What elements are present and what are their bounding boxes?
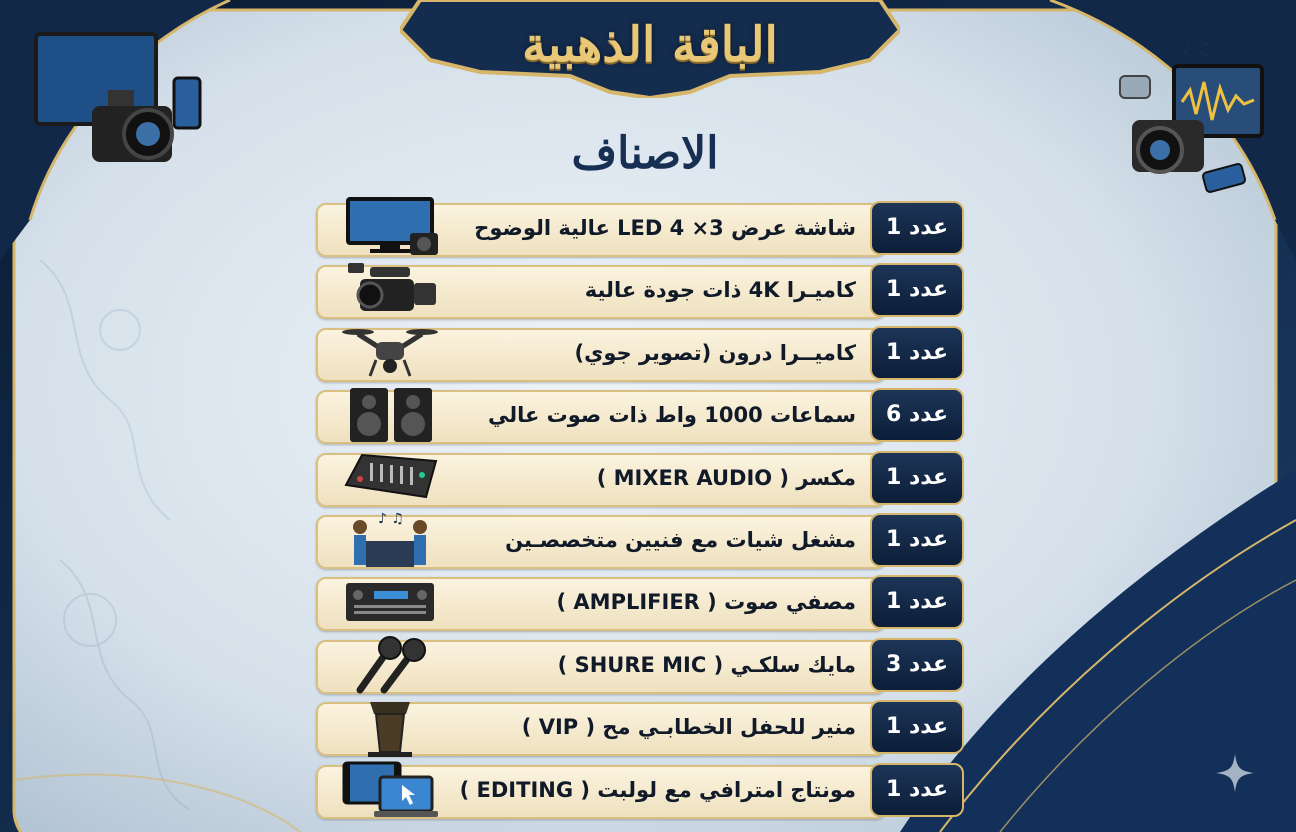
item-count-badge: عدد 6	[870, 388, 964, 442]
dj-icon	[340, 507, 440, 571]
list-item	[316, 510, 964, 567]
amplifier-icon	[340, 569, 440, 633]
microphone-icon	[340, 632, 440, 696]
item-count-badge: عدد 1	[870, 700, 964, 754]
item-count-badge: عدد 3	[870, 638, 964, 692]
item-label: كاميــرا درون (تصوير جوي)	[574, 340, 856, 365]
tv-camera-icon	[340, 195, 440, 259]
list-item	[316, 575, 964, 629]
list-item	[316, 451, 964, 505]
items-list	[316, 201, 964, 825]
item-label: سماعات 1000 واط ذات صوت عالي	[487, 403, 856, 428]
drone-icon	[340, 320, 440, 384]
list-item	[316, 638, 964, 692]
item-label: مايك سلكـي ( SHURE MIC )	[557, 652, 856, 677]
editing-laptop-icon	[340, 757, 440, 821]
page-title: الباقة الذهبية	[522, 17, 778, 73]
item-label: شاشة عرض 3× 4 LED عالية الوضوح	[474, 216, 856, 240]
mixer-icon	[340, 445, 440, 509]
section-heading: الاصناف	[571, 128, 719, 179]
list-item	[316, 763, 964, 817]
svg-text:♪ ♫: ♪ ♫	[378, 510, 404, 527]
item-count-badge: عدد 1	[870, 513, 964, 567]
media-devices-icon	[28, 30, 218, 170]
item-label: مكسر ( MIXER AUDIO )	[596, 465, 856, 490]
item-count-badge: عدد 1	[870, 763, 964, 817]
item-label: مصفي صوت ( AMPLIFIER )	[556, 590, 856, 615]
podium-icon	[340, 694, 440, 758]
item-label: مونتاج امترافي مع لولبت ( EDITING )	[459, 777, 856, 802]
list-item	[316, 388, 964, 442]
svg-text:♪ ♫: ♪ ♫	[1182, 39, 1212, 58]
item-label: مشغل شيات مع فنيين متخصصـين	[505, 527, 856, 552]
audio-studio-icon	[1112, 30, 1282, 200]
item-label: كاميـرا 4K ذات جودة عالية	[584, 278, 856, 303]
item-count-badge: عدد 1	[870, 326, 964, 380]
item-count-badge: عدد 1	[870, 263, 964, 317]
item-count-badge: عدد 1	[870, 575, 964, 629]
list-item	[316, 263, 964, 317]
list-item	[316, 201, 964, 255]
speakers-icon	[340, 382, 440, 446]
sparkle-icon	[1214, 752, 1256, 794]
list-item	[316, 700, 964, 754]
item-label: منير للحفل الخطابـي مح ( VIP )	[521, 715, 856, 740]
list-item	[316, 326, 964, 380]
item-count-badge: عدد 1	[870, 451, 964, 505]
item-count-badge: عدد 1	[870, 201, 964, 255]
video-camera-icon	[340, 257, 440, 321]
